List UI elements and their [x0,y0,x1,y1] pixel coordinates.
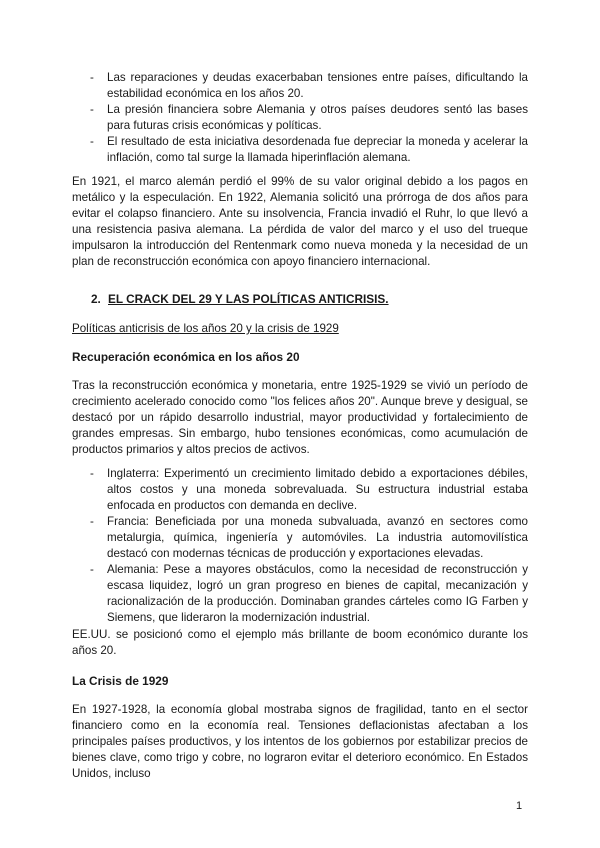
list-item-text: Las reparaciones y deudas exacerbaban tensiones entre países, dificultando la estabilidad económica en los años 20. [107,71,528,100]
paragraph-eeuu: EE.UU. se posicionó como el ejemplo más brillante de boom económico durante los años 20. [72,628,528,657]
list-item-text: La presión financiera sobre Alemania y otros países deudores sentó las bases para futuras crisis económicas y políticas. [107,103,528,132]
section-heading [91,292,389,306]
list-item [72,562,528,626]
subtitle: Políticas anticrisis de los años 20 y la crisis de 1929 [72,322,339,335]
list-item [72,466,528,514]
page-number: 1 [516,800,523,812]
list-item-text: El resultado de esta iniciativa desordenada fue depreciar la moneda y acelerar la inflación, como tal surge la llamada hiperinflación alemana. [107,135,528,164]
section-number: 2. [91,292,101,306]
dash-bullet: - [90,103,94,116]
list-item [72,134,528,166]
list-item-text: Inglaterra: Experimentó un crecimiento limitado debido a exportaciones débiles, altos costos y una moneda sobrevaluada. Su estructura industrial estaba enfocada en productos con demanda en declive. [107,467,528,512]
list-item-text: Francia: Beneficiada por una moneda subvaluada, avanzó en sectores como metalurgia, química, ingeniería y automóviles. La industria automovilística destacó con modernas técnicas de producción y exportaciones elevadas. [107,515,528,560]
dash-bullet: - [90,135,94,148]
dash-bullet: - [90,71,94,84]
list-item [72,102,528,134]
paragraph-recuperacion: Tras la reconstrucción económica y monetaria, entre 1925-1929 se vivió un período de crecimiento acelerado conocido como "los felices años 20". Aunque breve y desigual, se destacó por un rápido desarrollo industrial, mayor productividad y fortalecimiento de grandes empresas. Sin embargo, hubo tensiones económicas, como acumulación de productos primarios y altos precios de activos. [72,379,528,456]
list-item [72,70,528,102]
dash-bullet: - [90,467,94,480]
heading-recuperacion: Recuperación económica en los años 20 [72,350,300,364]
section-title: EL CRACK DEL 29 Y LAS POLÍTICAS ANTICRISIS. [108,292,389,306]
dash-bullet: - [90,563,94,576]
country-bullet-list [72,466,528,626]
intro-bullet-list [72,70,528,166]
list-item [72,514,528,562]
list-item-text: Alemania: Pese a mayores obstáculos, como la necesidad de reconstrucción y escasa liquidez, logró un gran progreso en bienes de capital, mecanización y racionalización de la producción. Dominaban grandes cárteles como IG Farben y Siemens, que lideraron la modernización industrial. [107,563,528,624]
heading-crisis: La Crisis de 1929 [72,674,169,688]
paragraph-1921: En 1921, el marco alemán perdió el 99% de su valor original debido a los pagos en metálico y la especulación. En 1922, Alemania solicitó una prórroga de dos años para evitar el colapso financiero. Ante su insolvencia, Francia invadió el Ruhr, lo que llevó a una resistencia pasiva alemana. La pérdida de valor del marco y el uso del trueque impulsaron la introducción del Rentenmark como nueva moneda y la necesidad de un plan de reconstrucción económica con apoyo financiero internacional. [72,175,528,268]
dash-bullet: - [90,515,94,528]
paragraph-crisis: En 1927-1928, la economía global mostraba signos de fragilidad, tanto en el sector financiero como en la economía real. Tensiones deflacionistas afectaban a los principales países productivos, y los intentos de los gobiernos por estabilizar precios de bienes clave, como trigo y cobre, no lograron evitar el deterioro económico. En Estados Unidos, incluso [72,703,528,780]
